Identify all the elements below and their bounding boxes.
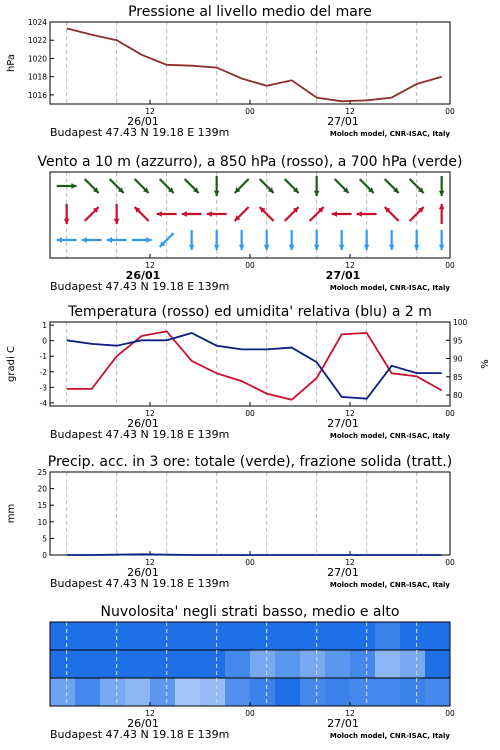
credit: Moloch model, CNR-ISAC, Italy (329, 432, 450, 440)
cloud-cell (75, 678, 101, 706)
pressure-line (67, 28, 442, 101)
date-label: 27/01 (327, 115, 359, 128)
y-tick-label: 15 (37, 501, 47, 511)
cloud-cell (50, 650, 76, 678)
hour-label: 00 (445, 261, 455, 270)
cloud-cell (200, 650, 226, 678)
date-label: 27/01 (327, 417, 359, 430)
wind-arrow-head (332, 211, 337, 217)
y-tick-label: 95 (453, 336, 463, 346)
y-axis-label: mm (6, 503, 17, 524)
cloud-cell (375, 678, 401, 706)
cloud-cell (250, 622, 276, 650)
wind-arrow-head (414, 245, 420, 250)
hour-label: 12 (345, 558, 355, 567)
cloud-cell (350, 622, 376, 650)
wind-arrow-head (71, 183, 76, 189)
y-tick-label: 1018 (27, 72, 47, 82)
wind-arrow-head (289, 245, 295, 250)
credit: Moloch model, CNR-ISAC, Italy (329, 581, 450, 589)
y-tick-label: -4 (39, 398, 47, 408)
y-tick-label: 90 (453, 354, 463, 364)
y-tick-label: 1 (42, 321, 47, 331)
cloud-cell (100, 678, 126, 706)
cloud-cell (100, 622, 126, 650)
date-label: 27/01 (325, 269, 361, 282)
hour-label: 12 (145, 409, 155, 418)
chart-title: Nuvolosita' negli strati basso, medio e alto (100, 604, 400, 620)
y-tick-label: -1 (39, 352, 47, 362)
y-tick-label: 25 (37, 468, 47, 477)
y-tick-label: 1024 (27, 18, 47, 27)
cloud-cell (275, 650, 301, 678)
date-label: 27/01 (327, 566, 359, 579)
cloud-cell (425, 622, 451, 650)
cloud-cell (225, 622, 251, 650)
cloud-cell (425, 650, 451, 678)
wind-arrow-head (146, 237, 151, 243)
cloud-cell (175, 678, 201, 706)
cloud-cell (50, 622, 76, 650)
chart-title: Pressione al livello medio del mare (128, 4, 372, 20)
wind-arrow-head (357, 211, 362, 217)
hour-label: 00 (445, 709, 455, 718)
wind-arrow-head (157, 211, 162, 217)
wind-arrow-head (182, 211, 187, 217)
cloud-cell (400, 678, 426, 706)
wind-arrow-head (439, 191, 445, 196)
hour-label: 00 (245, 261, 255, 270)
wind-arrow-head (64, 219, 70, 224)
wind-arrow-head (82, 237, 87, 243)
cloud-cell (175, 622, 201, 650)
cloud-cell (425, 678, 451, 706)
location-line: Budapest 47.43 N 19.18 E 139m (50, 728, 230, 741)
hour-label: 12 (345, 409, 355, 418)
hour-label: 12 (345, 107, 355, 116)
cloud-cell (125, 622, 151, 650)
chart-title: Temperatura (rosso) ed umidita' relativa (blu) a 2 m (68, 304, 432, 320)
date-label: 26/01 (127, 566, 159, 579)
cloud-cell (325, 678, 351, 706)
y-tick-label: 0 (42, 336, 47, 346)
wind-arrow-head (264, 245, 270, 250)
cloud-cell (300, 678, 326, 706)
cloud-cell (300, 622, 326, 650)
wind-arrow-head (239, 245, 245, 250)
location-line: Budapest 47.43 N 19.18 E 139m (50, 126, 230, 139)
hour-label: 00 (445, 558, 455, 567)
cloud-cell (350, 678, 376, 706)
y-tick-label: 85 (453, 372, 463, 382)
y-axis-label-right: % (480, 359, 491, 369)
wind-arrow-head (114, 219, 120, 224)
cloud-cell (200, 678, 226, 706)
humidity-line (67, 333, 442, 399)
cloud-cell (150, 622, 176, 650)
wind-arrow-head (214, 245, 220, 250)
cloud-cell (75, 650, 101, 678)
hour-label: 12 (345, 709, 355, 718)
wind-arrow-head (107, 237, 112, 243)
cloud-cell (400, 622, 426, 650)
cloud-cell (225, 650, 251, 678)
wind-arrow-head (207, 211, 212, 217)
wind-arrow-head (439, 204, 445, 209)
y-axis-label: gradi C (6, 346, 17, 382)
cloud-cell (325, 622, 351, 650)
cloud-cell (150, 650, 176, 678)
hour-label: 12 (145, 558, 155, 567)
hour-label: 12 (145, 709, 155, 718)
wind-arrow-head (314, 191, 320, 196)
credit: Moloch model, CNR-ISAC, Italy (329, 284, 450, 292)
y-tick-label: 1020 (27, 54, 47, 64)
cloud-cell (375, 650, 401, 678)
y-tick-label: -3 (39, 383, 47, 393)
y-tick-label: 100 (453, 318, 468, 327)
cloud-cell (75, 622, 101, 650)
date-label: 27/01 (327, 717, 359, 730)
y-tick-label: 10 (37, 517, 47, 527)
date-label: 26/01 (125, 269, 161, 282)
hour-label: 00 (245, 558, 255, 567)
precip-line (67, 554, 442, 555)
location-line: Budapest 47.43 N 19.18 E 139m (50, 577, 230, 590)
hour-label: 12 (345, 261, 355, 270)
y-tick-label: 20 (37, 484, 47, 494)
hour-label: 00 (445, 107, 455, 116)
location-line: Budapest 47.43 N 19.18 E 139m (50, 428, 230, 441)
date-label: 26/01 (127, 115, 159, 128)
cloud-cell (200, 622, 226, 650)
cloud-cell (250, 678, 276, 706)
hour-label: 12 (145, 261, 155, 270)
credit: Moloch model, CNR-ISAC, Italy (329, 130, 450, 138)
wind-arrow-head (214, 191, 220, 196)
cloud-cell (50, 678, 76, 706)
cloud-cell (250, 650, 276, 678)
wind-arrow-head (364, 245, 370, 250)
y-tick-label: 0 (42, 551, 47, 560)
chart-title: Vento a 10 m (azzurro), a 850 hPa (rosso), a 700 hPa (verde) (37, 154, 463, 170)
cloud-cell (375, 622, 401, 650)
cloud-cell (100, 650, 126, 678)
hour-label: 00 (445, 409, 455, 418)
wind-arrow-head (389, 245, 395, 250)
y-tick-label: 1016 (27, 90, 47, 100)
chart-title: Precip. acc. in 3 ore: totale (verde), frazione solida (tratt.) (47, 454, 453, 470)
credit: Moloch model, CNR-ISAC, Italy (329, 732, 450, 740)
cloud-cell (300, 650, 326, 678)
y-tick-label: -2 (39, 367, 47, 377)
plot-frame (50, 472, 450, 555)
hour-label: 00 (245, 409, 255, 418)
cloud-cell (325, 650, 351, 678)
cloud-cell (400, 650, 426, 678)
cloud-cell (150, 678, 176, 706)
wind-arrow-head (57, 237, 62, 243)
cloud-cell (125, 650, 151, 678)
y-axis-label: hPa (6, 53, 17, 73)
cloud-cell (175, 650, 201, 678)
plot-frame (50, 22, 450, 104)
y-tick-label: 1022 (27, 36, 47, 46)
location-line: Budapest 47.43 N 19.18 E 139m (50, 280, 230, 293)
wind-arrow-head (339, 245, 345, 250)
cloud-cell (350, 650, 376, 678)
wind-arrow-head (189, 245, 195, 250)
hour-label: 00 (245, 107, 255, 116)
cloud-cell (275, 622, 301, 650)
wind-arrow-head (314, 245, 320, 250)
wind-arrow-head (439, 245, 445, 250)
cloud-cell (225, 678, 251, 706)
hour-label: 12 (145, 107, 155, 116)
y-tick-label: 80 (453, 391, 463, 401)
y-tick-label: 5 (42, 534, 47, 544)
date-label: 26/01 (127, 417, 159, 430)
cloud-cell (275, 678, 301, 706)
hour-label: 00 (245, 709, 255, 718)
cloud-cell (125, 678, 151, 706)
date-label: 26/01 (127, 717, 159, 730)
temperature-line (67, 331, 442, 400)
